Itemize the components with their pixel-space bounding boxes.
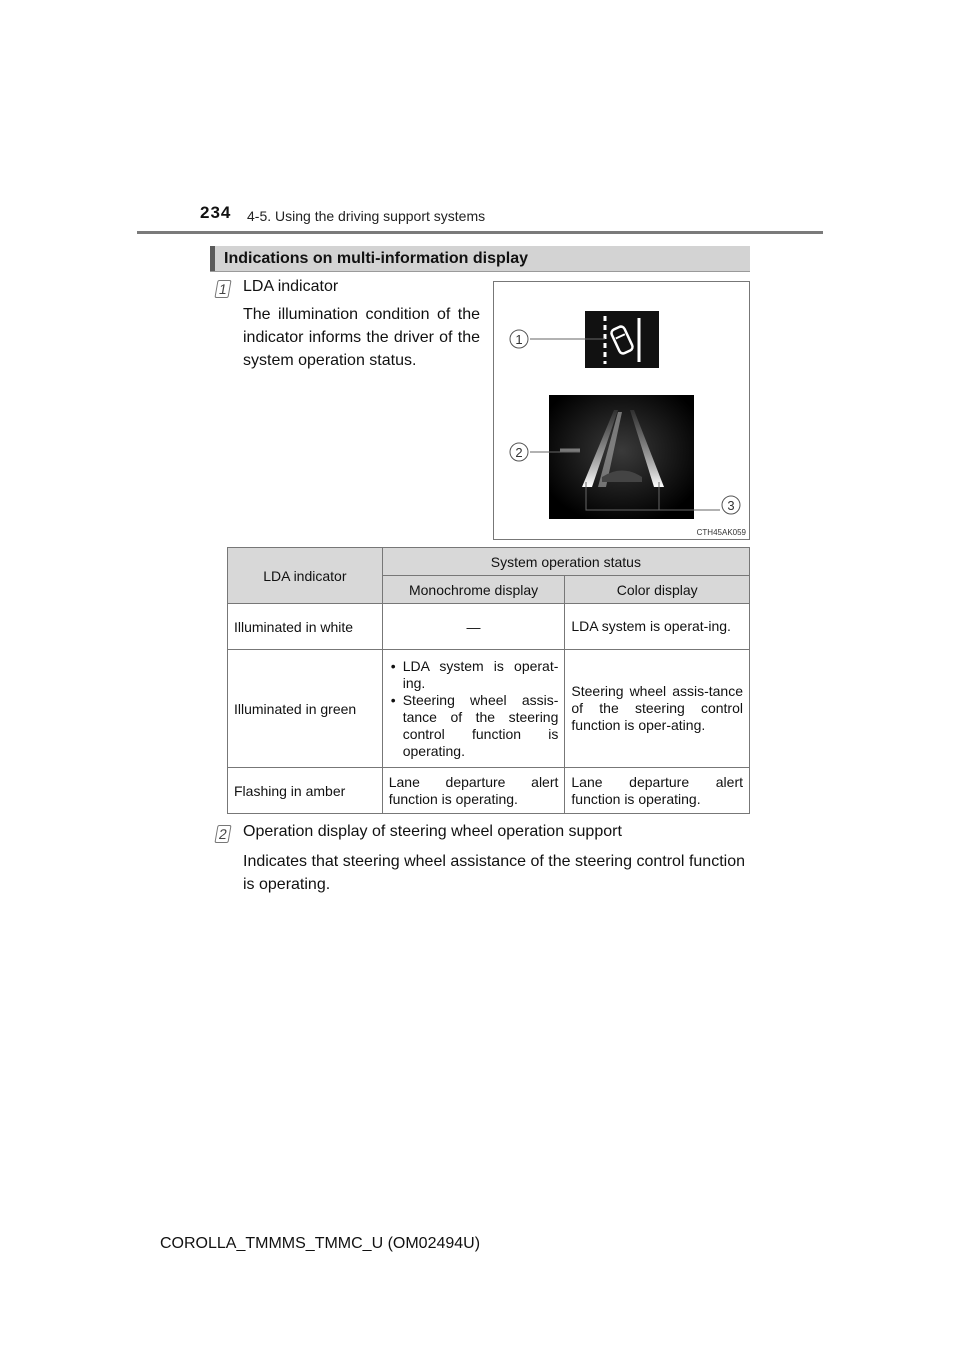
table-row xyxy=(228,604,750,650)
row3-indicator: Flashing in amber xyxy=(228,768,383,814)
status-table xyxy=(227,547,750,814)
item2-title: Operation display of steering wheel operation support xyxy=(243,823,622,840)
row3-mono: Lane departure alert function is operating. xyxy=(382,768,565,814)
callout-2-label: 2 xyxy=(515,445,523,460)
heading-bar xyxy=(210,246,750,272)
lda-display-figure xyxy=(493,281,750,540)
row1-mono: — xyxy=(382,604,565,650)
row2-mono-bullet-1: • LDA system is operat-ing. xyxy=(389,658,559,692)
table-row xyxy=(228,650,750,768)
row2-indicator: Illuminated in green xyxy=(228,650,383,768)
item1-title: LDA indicator xyxy=(243,278,339,295)
table-header-mono: Monochrome display xyxy=(382,576,565,604)
table-header-indicator: LDA indicator xyxy=(228,548,383,604)
lda-display-illustration xyxy=(494,282,749,539)
section-title: 4-5. Using the driving support systems xyxy=(247,208,486,224)
header-rule xyxy=(137,231,823,234)
figure-code: CTH45AK059 xyxy=(696,528,746,537)
item2-text: Indicates that steering wheel assistance of the steering control function is operating. xyxy=(243,853,745,893)
table-row xyxy=(228,768,750,814)
item2-number-badge: 2 xyxy=(214,825,231,843)
footer-code: COROLLA_TMMMS_TMMC_U (OM02494U) xyxy=(160,1235,481,1252)
row1-indicator: Illuminated in white xyxy=(228,604,383,650)
callout-3-label: 3 xyxy=(727,498,735,513)
callout-1-label: 1 xyxy=(515,332,523,347)
heading-text: Indications on multi-information display xyxy=(224,250,529,267)
row2-color: Steering wheel assis-tance of the steering control function is oper-ating. xyxy=(565,650,750,768)
row2-mono xyxy=(382,650,565,768)
row1-color: LDA system is operat-ing. xyxy=(565,604,750,650)
item1-text: The illumination condition of the indicator informs the driver of the system operation status. xyxy=(243,306,480,369)
row3-color: Lane departure alert function is operating. xyxy=(565,768,750,814)
item1-number-badge: 1 xyxy=(214,280,231,298)
table-header-color: Color display xyxy=(565,576,750,604)
table-header-status: System operation status xyxy=(382,548,749,576)
row2-mono-bullet-2: • Steering wheel assis-tance of the steering control function is operating. xyxy=(389,692,559,760)
page-number: 234 xyxy=(200,203,232,222)
